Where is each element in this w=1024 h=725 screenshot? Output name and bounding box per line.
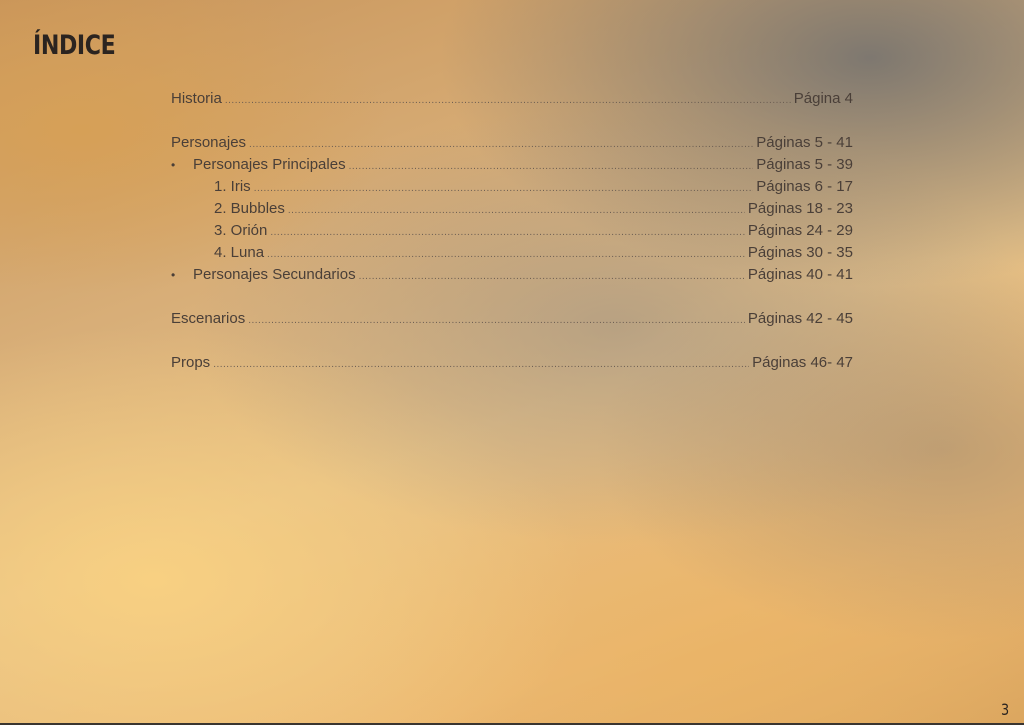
toc-pages: Página 4: [793, 90, 853, 107]
dot-leader: [359, 266, 745, 288]
table-of-contents: [171, 88, 853, 374]
dot-leader: [248, 310, 745, 332]
toc-pages: Páginas 40 - 41: [747, 266, 853, 283]
toc-pages: Páginas 30 - 35: [747, 244, 853, 261]
toc-entry-personajes: [171, 132, 853, 154]
toc-entry-escenarios: [171, 308, 853, 330]
bullet-icon: •: [171, 158, 176, 172]
dot-leader: [254, 178, 754, 200]
toc-entry-luna: [171, 242, 853, 264]
toc-label: 1. Iris: [214, 178, 251, 195]
toc-pages: Páginas 46- 47: [752, 354, 853, 371]
toc-entry-bubbles: [171, 198, 853, 220]
toc-pages: Páginas 18 - 23: [747, 200, 853, 217]
dot-leader: [225, 90, 791, 112]
toc-label: Props: [171, 354, 211, 371]
page-title: ÍNDICE: [33, 30, 116, 61]
bullet-icon: •: [171, 268, 176, 282]
toc-label: Historia: [171, 90, 222, 107]
dot-leader: [213, 354, 749, 376]
toc-entry-personajes-principales: [171, 154, 853, 176]
toc-pages: Páginas 5 - 39: [756, 156, 853, 173]
toc-label: 4. Luna: [214, 244, 265, 261]
toc-label: 2. Bubbles: [214, 200, 285, 217]
toc-label: Personajes: [171, 134, 247, 151]
toc-pages: Páginas 24 - 29: [747, 222, 853, 239]
dot-leader: [249, 134, 753, 156]
toc-label: 3. Orión: [214, 222, 268, 239]
toc-pages: Páginas 5 - 41: [756, 134, 853, 151]
toc-label: Personajes Secundarios: [193, 266, 356, 283]
toc-entry-personajes-secundarios: [171, 264, 853, 286]
toc-pages: Páginas 6 - 17: [756, 178, 853, 195]
toc-entry-orion: [171, 220, 853, 242]
toc-entry-props: [171, 352, 853, 374]
toc-entry-historia: [171, 88, 853, 110]
toc-label: Personajes Principales: [193, 156, 346, 173]
dot-leader: [288, 200, 745, 222]
toc-label: Escenarios: [171, 310, 246, 327]
dot-leader: [267, 244, 745, 266]
toc-entry-iris: [171, 176, 853, 198]
dot-leader: [270, 222, 745, 244]
dot-leader: [349, 156, 754, 178]
page-number: 3: [1000, 700, 1009, 719]
toc-pages: Páginas 42 - 45: [747, 310, 853, 327]
